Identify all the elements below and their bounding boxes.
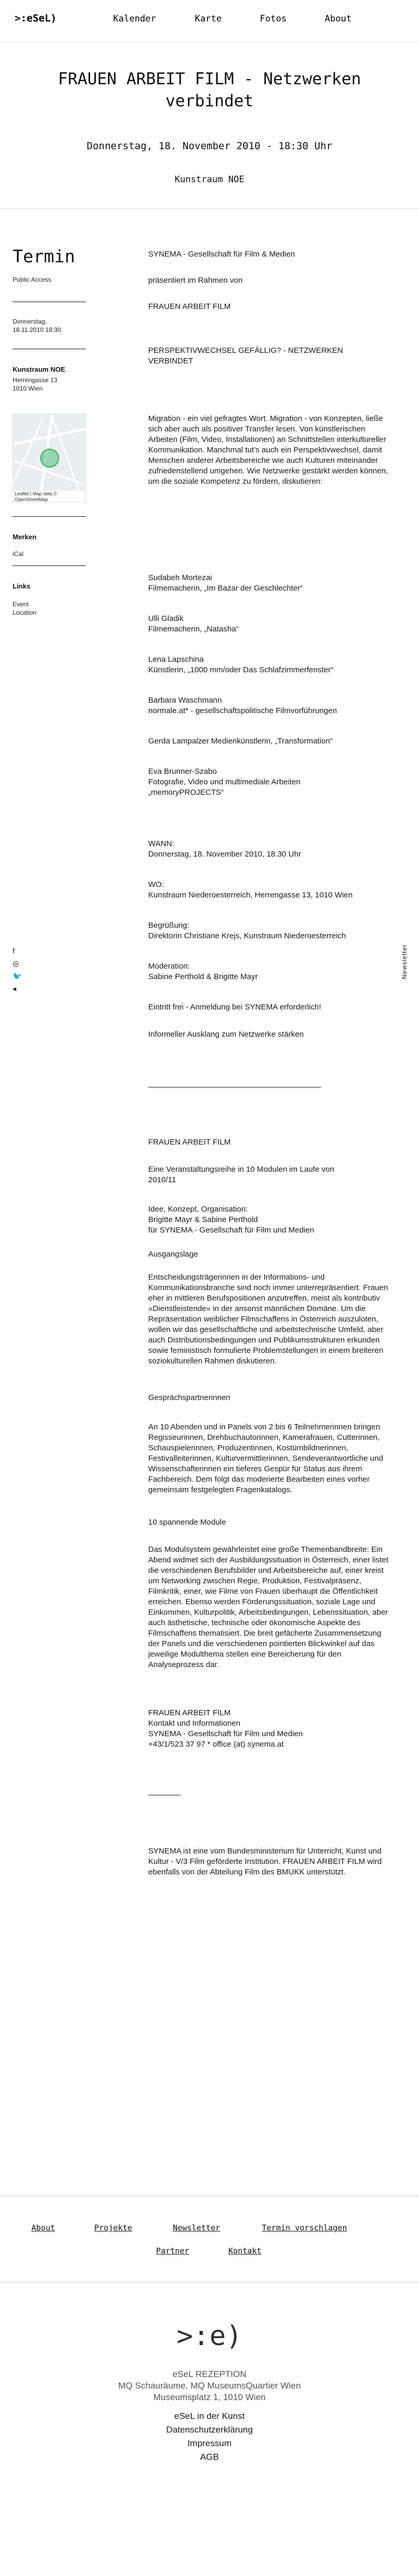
top-navigation: [0, 0, 419, 42]
footer-partner-link[interactable]: Partner: [156, 2246, 190, 2256]
series-subtitle-2: 2010/11: [148, 1175, 177, 1184]
telegram-icon[interactable]: ◂: [13, 984, 17, 993]
module-paragraph: Das Modulsystem gewährleistet eine große Themenbandbreite: Ein Abend widmet sich der Ausbildungssituation in Österreich, einer listet die verschiedenen Berufsbilder und Arbeitsbereiche auf, einer kreist um Networking zwischen Regie, Produktion, Festivalpräsenz, Filmkritik, einer, wie Filme von Frauen überhaupt die Öffentlichkeit erreichen. Ebenso werden Förderungssituation, soziale Lage und Einkommen, Kulturpolitik, Arbeitsbedingungen, Lebenssituation, aber auch ästhetische, technische oder ökonomische Aspekte des Filmschaffens thematisiert. Die breit gefächerte Zusammensetzung der Panels und die verschiedenen pointierten Blickwinkel auf das jeweilige Modulthema stellen eine Bereicherung für den Analyseprozess dar.: [148, 1545, 389, 1669]
footer-rezeption: eSeL REZEPTION: [172, 2369, 247, 2379]
contact-line: Kontakt und Informationen: [148, 1719, 240, 1728]
guest-name: Ulli Gladik: [148, 614, 184, 623]
footer-logo[interactable]: >:e): [177, 2320, 242, 2352]
event-link[interactable]: Event: [13, 601, 29, 608]
contact-line: SYNEMA - Gesellschaft für Film und Medien: [148, 1729, 303, 1738]
sidebar-heading: Termin: [13, 246, 75, 267]
map-road: [13, 418, 44, 499]
guest-desc: „memoryPROJECTS“: [148, 788, 224, 797]
nav-kalender[interactable]: Kalender: [113, 14, 156, 24]
footer-kontakt-link[interactable]: Kontakt: [228, 2246, 262, 2256]
location-map[interactable]: [13, 414, 86, 503]
series-subtitle-1: Eine Veranstaltungsreihe in 10 Modulen im Laufe von: [148, 1165, 335, 1174]
contact-line[interactable]: +43/1/523 37 97 * office (at) synema.at: [148, 1740, 284, 1749]
wann-label: WANN:: [148, 839, 174, 848]
guest-desc: normale.at* - gesellschaftspolitische Filmvorführungen: [148, 706, 337, 715]
wo-value: Kunstraum Niederoesterreich, Herrengasse 13, 1010 Wien: [148, 891, 353, 900]
access-label: Public Access: [13, 276, 52, 283]
footer-projekte-link[interactable]: Projekte: [94, 2223, 133, 2233]
footer-newsletter-link[interactable]: Newsletter: [173, 2223, 220, 2233]
gespraech-heading: Gesprächspartnerinnen: [148, 1393, 230, 1402]
location-street: Herrengasse 13: [13, 376, 58, 384]
event-title: FRAUEN ARBEIT FILM - Netzwerken verbindet: [58, 70, 361, 110]
contact-title: FRAUEN ARBEIT FILM: [148, 1708, 231, 1717]
event-subtitle-2: VERBINDET: [148, 357, 193, 365]
location-name[interactable]: Kunstraum NOE: [13, 365, 65, 373]
presenter: SYNEMA - Gesellschaft für Film & Medien: [148, 250, 295, 259]
guest-desc: Filmemacherin, „Im Bazar der Geschlechter“: [148, 584, 303, 593]
moderation-value: Sabine Perthold & Brigitte Mayr: [148, 972, 258, 981]
event-date: Donnerstag, 18. November 2010 - 18:30 Uhr: [86, 140, 333, 152]
links-heading: Links: [13, 582, 30, 590]
sidebar-divider: [13, 565, 86, 566]
gespraech-paragraph: An 10 Abenden und in Panels von 2 bis 6 Teilnehmerinnen bringen Regisseurinnen, Drehbuchautorinnen, Kamerafrauen, Cutterinnen, Schauspielerinnen, Produzentinnen, Kostümbildnerinnen, Festivalleiterinnen, Kulturvermittlerinnen, Sendeverantwortliche und Wissenschafterinnen ein tieferes Gespür für Status aus ihrem Fachbereich. Dem folgt das moderierte Bearbeiten eines vorher gemeinsam festgelegten Fragenkatalogs.: [148, 1423, 383, 1494]
newsletter-side-tab[interactable]: Newsletter: [401, 944, 408, 979]
nav-fotos[interactable]: Fotos: [260, 14, 287, 24]
idee-names: Brigitte Mayr & Sabine Perthold: [148, 1215, 258, 1224]
nav-karte[interactable]: Karte: [195, 14, 222, 24]
moderation-label: Moderation:: [148, 962, 190, 971]
event-datetime: 18.11.2010 18:30: [13, 326, 61, 334]
admission-note: Eintritt frei - Anmeldung bei SYNEMA erforderlich!: [148, 1003, 322, 1012]
footer-termin-link[interactable]: Termin vorschlagen: [262, 2223, 347, 2233]
event-subtitle-1: PERSPEKTIVWECHSEL GEFÄLLIG? - NETZWERKEN: [148, 346, 344, 355]
event-venue[interactable]: Kunstraum NOE: [174, 174, 245, 185]
ausgangslage-paragraph: Entscheidungsträgerinnen in der Informations- und Kommunikationsbranche sind noch immer unterrepräsentiert. Frauen eher in mittleren Berufspositionen anzutreffen, meist als kontributiv »Dienstleistende« in der ansonst männlichen Domäne. Um die Repräsentation weiblicher Filmschaffens in Österreich auszuloten, wollen wir das gesellschaftliche und arbeitstechnische Umfeld, aber auch Distributionsbedingungen und Publikumsstrukturen erkunden sowie feministisch formulierte Problemstellungen in einem breiteren soziokulturellen Rahmen diskutieren.: [148, 1273, 388, 1365]
facebook-icon[interactable]: f: [13, 947, 15, 955]
guest-desc: Künstlerin, „1000 mm/oder Das Schlafzimmerfenster“: [148, 665, 334, 674]
idee-label: Idee, Konzept, Organisation:: [148, 1205, 248, 1214]
map-attribution[interactable]: Leaflet | Map data © OpenStreetMap: [13, 491, 85, 502]
guest-name: Eva Brunner-Szabo: [148, 767, 217, 776]
guest-name: Gerda Lampalzer Medienkünstlerin, „Transformation“: [148, 737, 333, 746]
site-logo[interactable]: >:eSeL): [15, 13, 57, 24]
location-link[interactable]: Location: [13, 609, 37, 616]
funding-note: SYNEMA ist eine vom Bundesministerium für Unterricht, Kunst und Kultur - V/3 Film geförderte Institution. FRAUEN ARBEIT FILM wird ebenfalls von der Abteilung Film des BMUKK unterstützt.: [148, 1847, 382, 1877]
begruessung-label: Begrüßung:: [148, 921, 190, 930]
module-heading: 10 spannende Module: [148, 1518, 226, 1527]
begruessung-value: Direktorin Christiane Krejs, Kunstraum Niederoesterreich: [148, 931, 346, 940]
intro-paragraph: Migration - ein viel gefragtes Wort. Migration - von Konzepten, ließe sich aber auch als positiver Transfer lesen. Von künstlerischen Arbeiten (Film, Video, Installationen) an Schnittstellen interkultureller Kommunikation. Manchmal tut’s auch ein Perspektivwechsel, damit Menschen anderer Arbeitsbereiche wie auch Kulturen miteinander zufriedenstellend umgehen. Wie Netzwerke gestärkt werden können, um die soziale Kompetenz zu fördern, diskutieren:: [148, 414, 388, 486]
footer-about-link[interactable]: About: [31, 2223, 56, 2233]
guest-desc: Filmemacherin, „Natasha“: [148, 625, 239, 634]
guest-desc: Fotografie, Video und multimediale Arbeiten: [148, 778, 301, 786]
presents-text: präsentiert im Rahmen von: [148, 276, 243, 285]
event-weekday: Donnerstag,: [13, 318, 47, 325]
twitter-icon[interactable]: 🐦: [13, 972, 22, 980]
merken-heading: Merken: [13, 533, 37, 541]
series-title: FRAUEN ARBEIT FILM: [148, 1138, 231, 1147]
footer-address: MQ Schauräume, MQ MuseumsQuartier Wien: [118, 2381, 301, 2391]
header-divider: [0, 208, 419, 209]
idee-org: für SYNEMA - Gesellschaft für Film und Medien: [148, 1226, 314, 1235]
series-name: FRAUEN ARBEIT FILM: [148, 302, 231, 311]
footer-impressum-link[interactable]: Impressum: [187, 2438, 232, 2448]
guest-name: Sudabeh Mortezai: [148, 573, 212, 582]
footer-kunst-link[interactable]: eSeL in der Kunst: [174, 2411, 245, 2421]
location-city: 1010 Wien: [13, 385, 43, 392]
closing-note: Informeller Ausklang zum Netzwerke stärken: [148, 1030, 304, 1039]
nav-about[interactable]: About: [325, 14, 352, 24]
map-location-marker[interactable]: [40, 449, 59, 468]
footer-agb-link[interactable]: AGB: [200, 2452, 219, 2462]
guest-name: Barbara Waschmann: [148, 696, 222, 705]
ausgangslage-heading: Ausgangslage: [148, 1250, 199, 1259]
wann-value: Donnerstag, 18. November 2010, 18.30 Uhr: [148, 850, 301, 859]
instagram-icon[interactable]: ◎: [13, 959, 19, 968]
ical-link[interactable]: iCal: [13, 550, 24, 558]
footer-datenschutz-link[interactable]: Datenschutzerklärung: [166, 2425, 253, 2435]
footer-address: Museumsplatz 1, 1010 Wien: [153, 2392, 266, 2402]
guest-name: Lena Lapschina: [148, 655, 204, 664]
sidebar-divider: [13, 516, 86, 517]
wo-label: WO:: [148, 880, 164, 889]
